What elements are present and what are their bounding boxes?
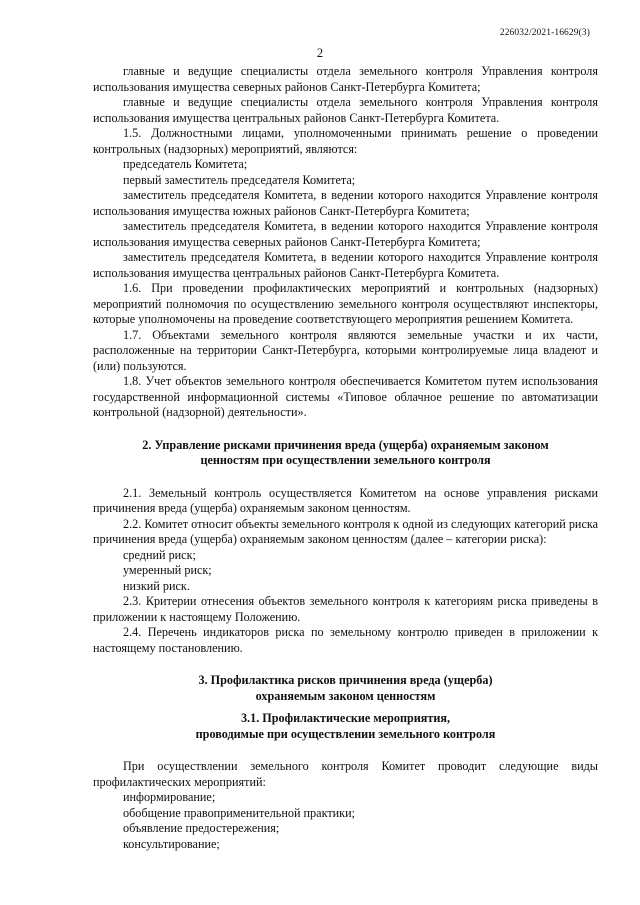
- paragraph: 2.3. Критерии отнесения объектов земельного контроля к категориям риска приведены в приложении к настоящему Положению.: [93, 594, 598, 624]
- subsection-heading: 3.1. Профилактические мероприятия,: [240, 711, 451, 725]
- paragraph: 2.2. Комитет относит объекты земельного контроля к одной из следующих категорий риска причинения вреда (ущерба) охраняемым законом ценностям (далее – категории риска):: [93, 516, 598, 546]
- paragraph: 2.4. Перечень индикаторов риска по земельному контролю приведен в приложении к настоящему постановлению.: [93, 625, 598, 655]
- section-heading: 3. Профилактика рисков причинения вреда (ущерба): [198, 673, 493, 687]
- page-number: 2: [316, 46, 324, 60]
- paragraph: 1.7. Объектами земельного контроля являются земельные участки и их части, расположенные на территории Санкт-Петербурга, которыми контролируемые лица владеют и (или) пользуются.: [93, 327, 598, 373]
- list-item: низкий риск.: [123, 578, 190, 593]
- subsection-heading: проводимые при осуществлении земельного контроля: [195, 726, 496, 741]
- paragraph: 1.8. Учет объектов земельного контроля обеспечивается Комитетом путем использования государственной информационной системы «Типовое облачное решение по автоматизации контрольной (надзорной) деятельности».: [93, 374, 598, 419]
- paragraph: председатель Комитета;: [123, 157, 248, 171]
- list-item: консультирование;: [123, 836, 220, 851]
- section-heading: охраняемым законом ценностям: [255, 688, 436, 703]
- document-body: [93, 64, 598, 852]
- list-item: информирование;: [123, 790, 216, 804]
- document-number: 226032/2021-16629(3): [499, 28, 590, 38]
- list-item: умеренный риск;: [123, 563, 212, 577]
- paragraph: 2.1. Земельный контроль осуществляется Комитетом на основе управления рисками причинения вреда (ущерба) охраняемым законом ценностям.: [93, 485, 598, 515]
- section-heading: ценностям при осуществлении земельного контроля: [200, 453, 491, 467]
- list-item: средний риск;: [123, 547, 196, 562]
- section-heading: 2. Управление рисками причинения вреда (ущерба) охраняемым законом: [142, 437, 549, 452]
- paragraph: заместитель председателя Комитета, в ведении которого находится Управление контроля использования имущества северных районов Санкт-Петербурга Комитета;: [93, 219, 598, 249]
- paragraph: При осуществлении земельного контроля Комитет проводит следующие виды профилактических мероприятий:: [93, 759, 598, 789]
- list-item: объявление предостережения;: [123, 821, 280, 835]
- paragraph: заместитель председателя Комитета, в ведении которого находится Управление контроля использования имущества центральных районов Санкт-Петербурга Комитета.: [93, 250, 598, 280]
- paragraph: 1.5. Должностными лицами, уполномоченными принимать решение о проведении контрольных (надзорных) мероприятий, являются:: [93, 126, 598, 156]
- paragraph: первый заместитель председателя Комитета;: [123, 172, 356, 187]
- paragraph: главные и ведущие специалисты отдела земельного контроля Управления контроля использования имущества центральных районов Санкт-Петербурга Комитета.: [93, 95, 598, 125]
- paragraph: 1.6. При проведении профилактических мероприятий и контрольных (надзорных) мероприятий полномочия по осуществлению земельного контроля осуществляют инспекторы, которые уполномочены на проведение соответствующего мероприятия решением Комитета.: [93, 281, 598, 326]
- list-item: обобщение правоприменительной практики;: [123, 805, 356, 820]
- paragraph: главные и ведущие специалисты отдела земельного контроля Управления контроля использования имущества северных районов Санкт-Петербурга Комитета;: [93, 64, 598, 94]
- paragraph: заместитель председателя Комитета, в ведении которого находится Управление контроля использования имущества южных районов Санкт-Петербурга Комитета;: [93, 188, 598, 218]
